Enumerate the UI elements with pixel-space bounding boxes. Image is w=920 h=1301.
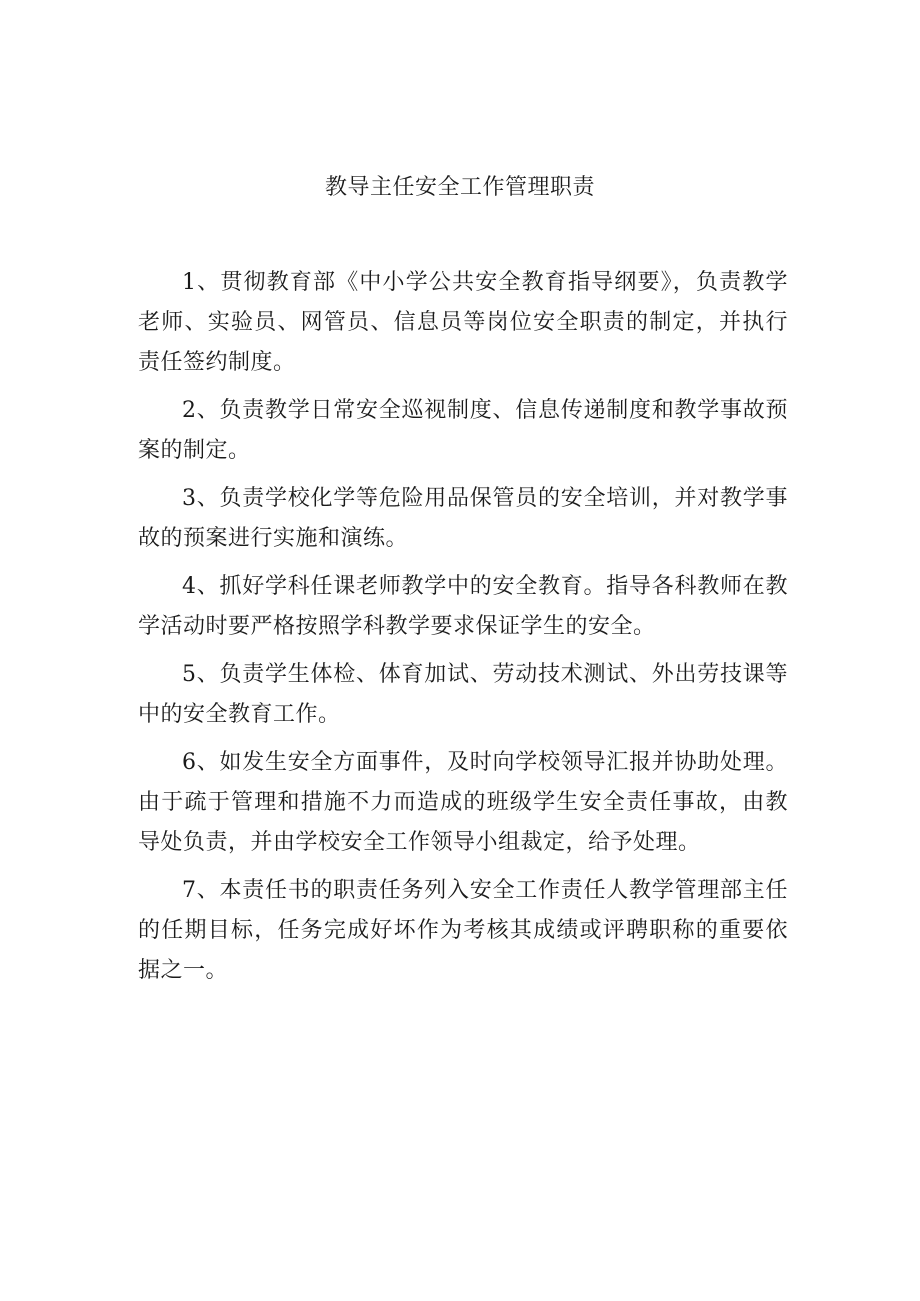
document-body bbox=[138, 263, 788, 999]
paragraph-2: 2、负责教学日常安全巡视制度、信息传递制度和教学事故预案的制定。 bbox=[138, 398, 788, 463]
paragraph-7: 7、本责任书的职责任务列入安全工作责任人教学管理部主任的任期目标，任务完成好坏作为考核其成绩或评聘职称的重要依据之一。 bbox=[138, 878, 788, 983]
paragraph-1: 1、贯彻教育部《中小学公共安全教育指导纲要》，负责教学老师、实验员、网管员、信息员等岗位安全职责的制定，并执行责任签约制度。 bbox=[138, 270, 788, 375]
paragraph-3: 3、负责学校化学等危险用品保管员的安全培训，并对教学事故的预案进行实施和演练。 bbox=[138, 486, 788, 551]
paragraph-4: 4、抓好学科任课老师教学中的安全教育。指导各科教师在教学活动时要严格按照学科教学要求保证学生的安全。 bbox=[138, 574, 788, 639]
document-title: 教导主任安全工作管理职责 bbox=[324, 175, 595, 200]
paragraph-5: 5、负责学生体检、体育加试、劳动技术测试、外出劳技课等中的安全教育工作。 bbox=[138, 662, 788, 727]
paragraph-6: 6、如发生安全方面事件，及时向学校领导汇报并协助处理。由于疏于管理和措施不力而造成的班级学生安全责任事故，由教导处负责，并由学校安全工作领导小组裁定，给予处理。 bbox=[138, 750, 788, 855]
